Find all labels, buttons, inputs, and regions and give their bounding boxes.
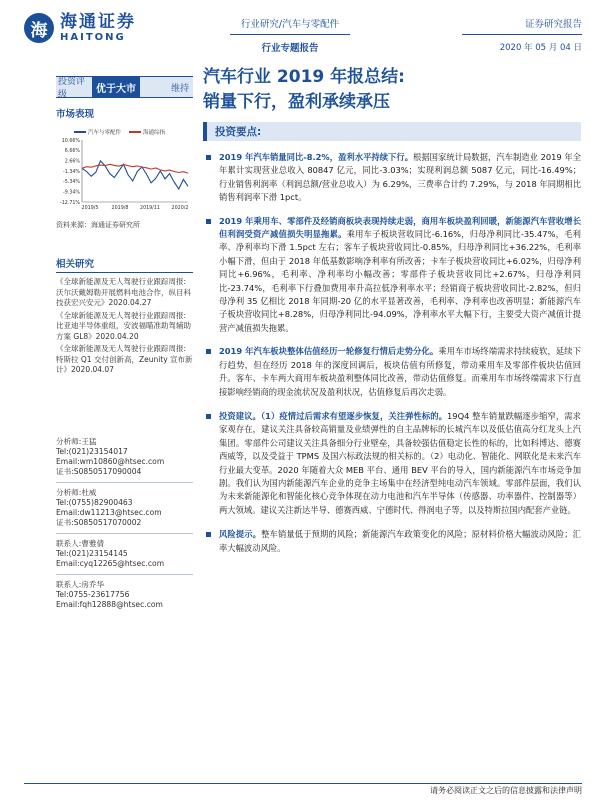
analyst-email[interactable]: Email:fqh12888@htsec.com [56,600,163,609]
legend-item-index [129,128,165,136]
y-tick-label: -9.34% [63,190,80,196]
analyst-block [56,488,193,528]
key-point-body: 乘用车市场终端需求持续疲软，延续下行趋势，但在经历 2018 年的深度回调后，板块估值有所修复，带动乘用车及零部件板块估值回升。客车、卡车两大商用车板块盈利整体同比改善，带动估值修复。而乘用车市场终端需求下行直接影响经销商的现金流状况及盈利状况，估值修复后再次走弱。 [219,346,581,397]
chart-source: 资料来源：海通证券研究所 [56,221,140,229]
logo-mark: 海 [24,13,54,43]
footer-rule [24,783,582,784]
x-tick-label: 2019/5 [81,206,99,211]
key-point-lead: 2019 年汽车板块整体估值经历一轮修复行情后走势分化。 [219,346,439,357]
y-tick-label: 6.66% [64,149,80,155]
key-point [203,410,581,517]
y-tick-label: 10.66% [61,138,80,144]
analyst-name: 分析师:杜威 [56,488,97,497]
disclaimer-footer: 请务必阅读正文之后的信息披露和法律声明 [430,786,582,795]
legend-label-index: 海通综指 [143,130,166,136]
analyst-tel: Tel:(0755)82900463 [56,498,133,507]
x-tick-label: 2019/8 [111,206,129,211]
chart-legend [74,128,189,136]
divider [56,482,193,483]
legend-swatch-index [129,131,141,133]
analyst-email[interactable]: Email:wm10860@htsec.com [56,457,165,466]
key-point [203,151,581,205]
key-points-label: 投资要点: [215,126,262,138]
key-point [203,528,581,555]
analyst-name: 联系人:曹雅倩 [56,539,105,548]
analyst-cert: 证书:S0850517070002 [56,518,142,527]
x-tick-label: 2019/11 [140,206,160,211]
market-chart-plot [56,136,193,216]
rating-label: 投资评级 [58,77,86,100]
logo-en: HAITONG [60,32,126,43]
y-tick-label: 2.66% [64,159,80,165]
analyst-name: 联系人:房乔华 [56,580,105,589]
related-research-list [56,277,193,376]
key-point [203,345,581,399]
key-point-body: 乘用车子板块营收同比-6.16%，归母净利同比-35.47%，毛利率、净利率均下滑 1.5pct 左右；客车子板块营收同比-0.85%，归母净利同比+36.22%，毛利率小幅下滑，但由于 2018 年低基数影响净利率有所改善；卡车子板块营收同比+6.02%，归母净利同比+6.96%，毛利率、净利率均小幅改善；零部件子板块营收同比+2.67%，归母净利同比-23.74%，毛利率下行叠加费用率升高拉低净利率水平；经销商子板块营收同比-2.82%，但归母净利 35 亿相比 2018 年同期-20 亿的水平显著改善，毛利率、净利率也改善明显；新能源汽车子板块营收同比+8.28%，归母净利同比-94.09%，净利率水平大幅下行，主要受大资产减值计提营产减值损失拖累。 [219,229,581,333]
related-item[interactable]: 《全球新能源及无人驾驶行业跟踪周报:沃尔沃戴姆勒开展燃料电池合作，纵目科技获宏兴安元》2020.04.27 [56,277,191,307]
analyst-email[interactable]: Email:cyq12265@htsec.com [56,559,165,568]
report-date: 2020 年 05 月 04 日 [499,43,582,53]
report-title-line2: 销量下行，盈利承续承压 [203,92,390,112]
key-point-body: 19Q4 整车销量跌幅逐步缩窄，需求家观存在，建议关注具备较高销量及业绩弹性的自主品牌标的长城汽车以及低估值高分红龙头上汽集团。零部件公司建议关注具备细分行业壁垒，具备较强估值稳定长性的标的，比如科博达、德赛西威等，以及受益于 TPMS 及国六标政法规的相关标的。（2）电动化、智能化、网联化是未来汽车行业最大变革。2020 年随着大众 MEB 平台、通用 BEV 平台的导入，国内新能源汽车市场竞争加剧。我们认为国内新能源汽车企业的竞争主场集中在经济型纯电动汽车领域。零部件层面，我们认为未来新能源化和智能化核心竞争体现在动力电池和汽车半导体（传感器、功率器件、控制器等）两大领域。建议关注新达半导、德赛西威、宁德时代、得润电子等，以及特斯拉国内配套产业链。 [219,410,581,515]
legend-swatch-sector [74,131,86,133]
related-item[interactable]: 《全球新能源及无人驾驶行业跟踪周报:特斯拉 Q1 交付创新高，Zeunity 宣布新计》2020.04.07 [56,344,193,374]
report-title-line1: 汽车行业 2019 年报总结: [203,67,405,87]
analyst-block [56,539,193,569]
report-label: 证券研究报告 [462,16,582,35]
report-category: 行业研究/汽车与零配件 [230,16,350,35]
rating-status: 维持 [170,83,189,94]
report-type: 行业专题报告 [261,43,319,54]
analyst-tel: Tel:(021)23154017 [56,447,128,456]
y-tick-label: -1.34% [63,169,80,175]
key-point-lead: 2019 年汽车销量同比-8.2%，盈利水平持续下行。 [219,152,414,162]
legend-label-sector: 汽车与零配件 [88,130,122,136]
key-point-lead: 2019 年乘用车、零部件及经销商板块表现持续走弱，商用车板块盈利回暖，新能源汽车营收增长但利润受资产减值损失明显拖累。 [219,215,581,240]
sidebar [56,76,193,378]
logo-cn: 海通证券 [60,12,136,32]
market-performance-title: 市场表现 [56,109,95,120]
related-research-title: 相关研究 [56,256,193,273]
analyst-tel: Tel:(021)23154145 [56,549,128,558]
legend-item-sector [74,128,121,136]
y-tick-label: -12.71% [59,200,80,206]
divider [56,574,193,575]
investment-rating [56,76,193,98]
rating-value: 优于大市 [92,77,140,98]
main-content [203,66,581,555]
report-header [0,0,600,62]
key-point-body: 整车销量低于预期的风险；新能源汽车政策变化的风险；原材料价格大幅波动风险；汇率大幅波动风险。 [219,529,581,553]
key-point-lead: 风险提示。 [219,529,262,540]
analyst-tel: Tel:0755-23617756 [56,590,130,599]
related-item[interactable]: 《全球新能源及无人驾驶行业跟踪周报:比亚迪半导体重组，安波福瞄准助驾辅助方案 GL8》2020.04.20 [56,310,191,341]
key-point-body: 根据国家统计局数据，汽车制造业 2019 年全年累计实现营业总收入 80847 亿元，同比-3.03%；实现利润总额 5087 亿元，同比-16.49%；行业销售利润率（利润总额/营业总收入）为 6.29%，三费率合计约 7.29%，与 2018 年同期相比销售利润率下滑 1pct。 [219,152,581,203]
market-chart [56,128,193,216]
analyst-cert: 证书:S0850517090004 [56,467,142,476]
key-point-lead: 投资建议。（1）疫情过后需求有望逐步恢复，关注弹性标的。 [219,410,448,421]
y-tick-label: -5.34% [63,180,80,186]
analyst-email[interactable]: Email:dw11213@htsec.com [56,508,162,517]
haitong-logo [24,12,136,44]
key-point [203,215,581,336]
analyst-contacts [56,437,193,610]
x-tick-label: 2020/2 [171,206,189,211]
series-line-1 [82,164,188,173]
divider [56,533,193,534]
analyst-name: 分析师:王猛 [56,437,97,446]
analyst-block [56,580,193,610]
key-points-header [203,122,581,141]
analyst-block [56,437,193,477]
